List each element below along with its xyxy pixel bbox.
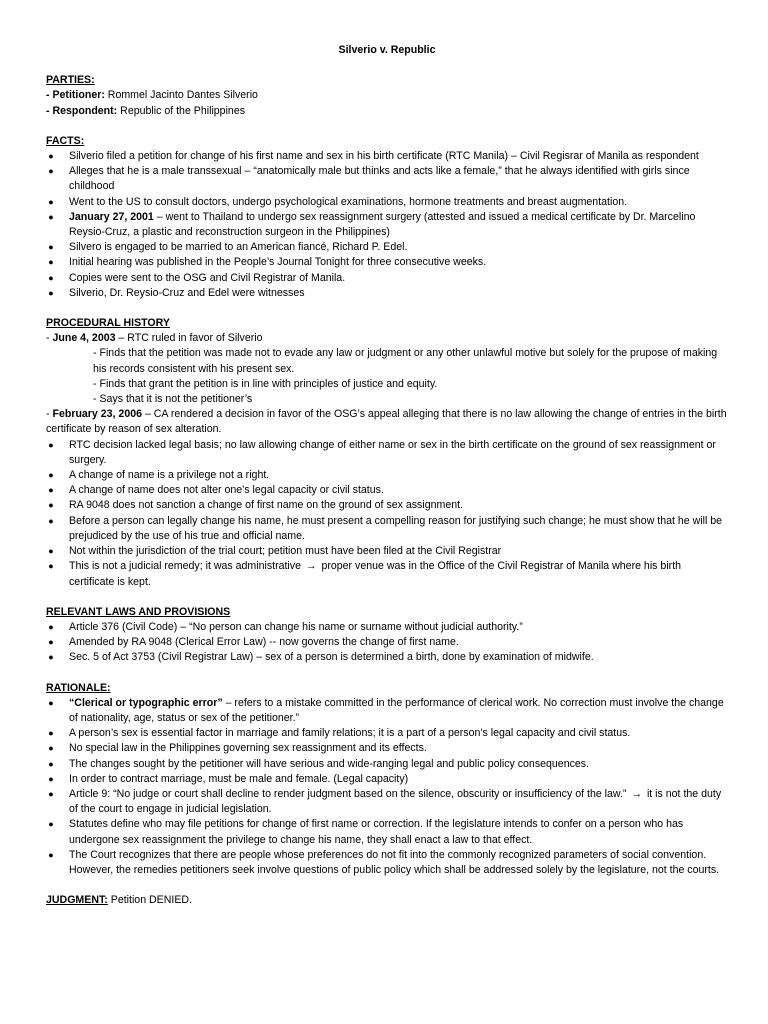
rationale-heading: RATIONALE: [46,681,111,694]
list-item [46,240,728,255]
list-item [46,635,728,650]
rationale-text: – refers to a mistake committed in the performance of clerical work. No correction must involve the change of nationality, age, status or sex of the petitioner.” [69,696,724,724]
judgment-section [46,893,728,908]
list-item [46,726,728,741]
procedural-heading: PROCEDURAL HISTORY [46,317,171,330]
ca-text: – CA rendered a decision in favor of the OSG’s appeal alleging that there is no law allowing the change of entries in the birth certificate by reason of sex alteration. [46,408,727,436]
petitioner-label: - Petitioner: [46,89,105,102]
ca-date: February 23, 2006 [52,408,142,421]
rtc-date: June 4, 2003 [52,332,116,345]
ca-reasons-list [46,438,728,590]
bullet-icon: ● [48,257,54,268]
reason-text: RTC decision lacked legal basis; no law allowing change of either name or sex in the birth certificate on the ground of sex reassignment or surgery. [69,438,716,466]
laws-list [46,620,728,666]
rtc-finding: - Finds that grant the petition is in line with principles of justice and equity. [93,377,438,390]
facts-section [46,134,728,301]
law-text: Sec. 5 of Act 3753 (Civil Registrar Law) – sex of a person is determined a birth, done by examination of midwife. [69,651,594,664]
bullet-icon: ● [48,697,54,708]
fact-text: Silverio filed a petition for change of his first name and sex in his birth certificate (RTC Manila) – Civil Regisrar of Manila as respondent [69,150,699,163]
bullet-icon: ● [48,546,54,557]
parties-section [46,73,728,119]
laws-section [46,605,728,666]
facts-heading: FACTS: [46,134,85,147]
bullet-icon: ● [48,151,54,162]
list-item [46,195,728,210]
bullet-icon: ● [48,652,54,663]
petitioner-line [46,88,728,103]
fact-text: Copies were sent to the OSG and Civil Registrar of Manila. [69,271,346,284]
document-title: Silverio v. Republic [338,44,436,56]
rationale-text: it is not the duty of the court to engage in judicial legislation. [69,787,722,816]
list-item [46,271,728,286]
rtc-prefix: - [46,332,53,345]
bullet-icon: ● [48,439,54,450]
ca-prefix: - [46,408,53,421]
rationale-text: A person’s sex is essential factor in marriage and family relations; it is a part of a person’s legal capacity and civil status. [69,727,631,740]
list-item [46,438,728,468]
list-item [46,286,728,301]
respondent-value: Republic of the Philippines [117,104,246,117]
bullet-icon: ● [48,470,54,481]
list-item [46,255,728,270]
list-item [46,757,728,772]
bullet-icon: ● [48,788,54,799]
reason-text: RA 9048 does not sanction a change of first name on the ground of sex assignment. [69,499,463,512]
rtc-finding: - Finds that the petition was made not to evade any law or judgment or any other unlawful motive but solely for the prupose of making his records consistent with his present sex. [93,347,718,375]
list-item [46,696,728,726]
bullet-icon: ● [48,515,54,526]
rtc-text: – RTC ruled in favor of Silverio [115,332,263,345]
bullet-icon: ● [48,637,54,648]
list-item [46,164,728,194]
list-item [46,848,728,878]
bullet-icon: ● [48,287,54,298]
rtc-finding: - Says that it is not the petitioner’s [93,393,253,406]
respondent-label: - Respondent: [46,104,118,117]
bullet-icon: ● [48,561,54,572]
list-item [46,498,728,513]
petitioner-value: Rommel Jacinto Dantes Silverio [104,89,258,102]
list-item [46,620,728,635]
fact-text: – went to Thailand to undergo sex reassignment surgery (attested and issued a medical certificate by Dr. Marcelino Reysio-Cruz, a plastic and reconstruction surgeon in the Philippines) [69,210,696,239]
rtc-ruling-line [46,331,728,346]
list-item [46,787,728,817]
fact-text: Went to the US to consult doctors, undergo psychological examinations, hormone treatments and breast augmentation. [69,195,628,208]
list-item [46,483,728,498]
rationale-text: The Court recognizes that there are people whose preferences do not fit into the commonly recognized parameters of social convention. However, the remedies petitioners seek involve questions of public policy which shall be addressed solely by the legislature, not the courts. [69,848,720,876]
rationale-text: In order to contract marriage, must be male and female. (Legal capacity) [69,772,409,785]
bullet-icon: ● [48,242,54,253]
list-item [46,741,728,756]
rationale-section [46,681,728,879]
rationale-text: No special law in the Philippines governing sex reassignment and its effects. [69,742,427,755]
list-item [46,559,728,589]
law-text: Article 376 (Civil Code) – “No person can change his name or surname without judicial authority.” [69,620,523,633]
reason-text: Before a person can legally change his name, he must present a compelling reason for justifying such change; he must show that he will be prejudiced by the use of his true and official name. [69,514,723,542]
bullet-icon: ● [48,196,54,207]
reason-text: This is not a judicial remedy; it was administrative [69,560,304,573]
bullet-icon: ● [48,211,54,222]
list-item [46,210,728,240]
list-item [46,544,728,559]
bullet-icon: ● [48,743,54,754]
list-item [46,772,728,787]
list-item [46,514,728,544]
fact-date: January 27, 2001 [69,210,154,223]
facts-list [46,149,728,301]
reason-text: A change of name is a privilege not a right. [69,469,270,482]
bullet-icon: ● [48,166,54,177]
rationale-list [46,696,728,878]
list-item [46,149,728,164]
rationale-text: Statutes define who may file petitions for change of first name or correction. If the legislature intends to confer on a person who has undergone sex reassignment the privilege to change his name, they shall enact a law to that effect. [69,818,684,846]
ca-ruling-line [46,407,728,437]
laws-heading: RELEVANT LAWS AND PROVISIONS [46,605,231,618]
bullet-icon: ● [48,819,54,830]
judgment-heading: JUDGMENT: [46,894,108,907]
fact-text: Initial hearing was published in the People’s Journal Tonight for three consecutive weeks. [69,256,487,269]
law-text: Amended by RA 9048 (Clerical Error Law) -- now governs the change of first name. [69,636,459,649]
bullet-icon: ● [48,621,54,632]
bullet-icon: ● [48,728,54,739]
fact-text: Silvero is engaged to be married to an American fiancé, Richard P. Edel. [69,241,408,254]
procedural-section [46,316,728,590]
fact-text: Alleges that he is a male transsexual – “anatomically male but thinks and acts like a female,” that he always identified with girls since childhood [69,165,690,193]
bullet-icon: ● [48,500,54,511]
right-arrow-icon: → [631,787,642,800]
bullet-icon: ● [48,485,54,496]
bullet-icon: ● [48,272,54,283]
parties-heading: PARTIES: [46,74,95,87]
bullet-icon: ● [48,849,54,860]
rationale-term: “Clerical or typographic error” [69,696,223,709]
rationale-text: The changes sought by the petitioner will have serious and wide-ranging legal and public policy consequences. [69,757,590,770]
respondent-line [46,104,728,119]
list-item [46,650,728,665]
reason-text: Not within the jurisdiction of the trial court; petition must have been filed at the Civil Registrar [69,545,502,558]
list-item [46,817,728,847]
judgment-line [46,893,728,908]
rationale-text: Article 9: “No judge or court shall decline to render judgment based on the silence, obscurity or insufficiency of the law.” [69,787,630,800]
right-arrow-icon: → [305,560,317,573]
list-item [46,468,728,483]
reason-text: A change of name does not alter one’s legal capacity or civil status. [69,484,384,497]
fact-text: Silverio, Dr. Reysio-Cruz and Edel were witnesses [69,286,305,299]
bullet-icon: ● [48,773,54,784]
judgment-text: Petition DENIED. [107,894,193,907]
bullet-icon: ● [48,758,54,769]
reason-text: proper venue was in the Office of the Civil Registrar of Manila where his birth certificate is kept. [69,560,682,588]
